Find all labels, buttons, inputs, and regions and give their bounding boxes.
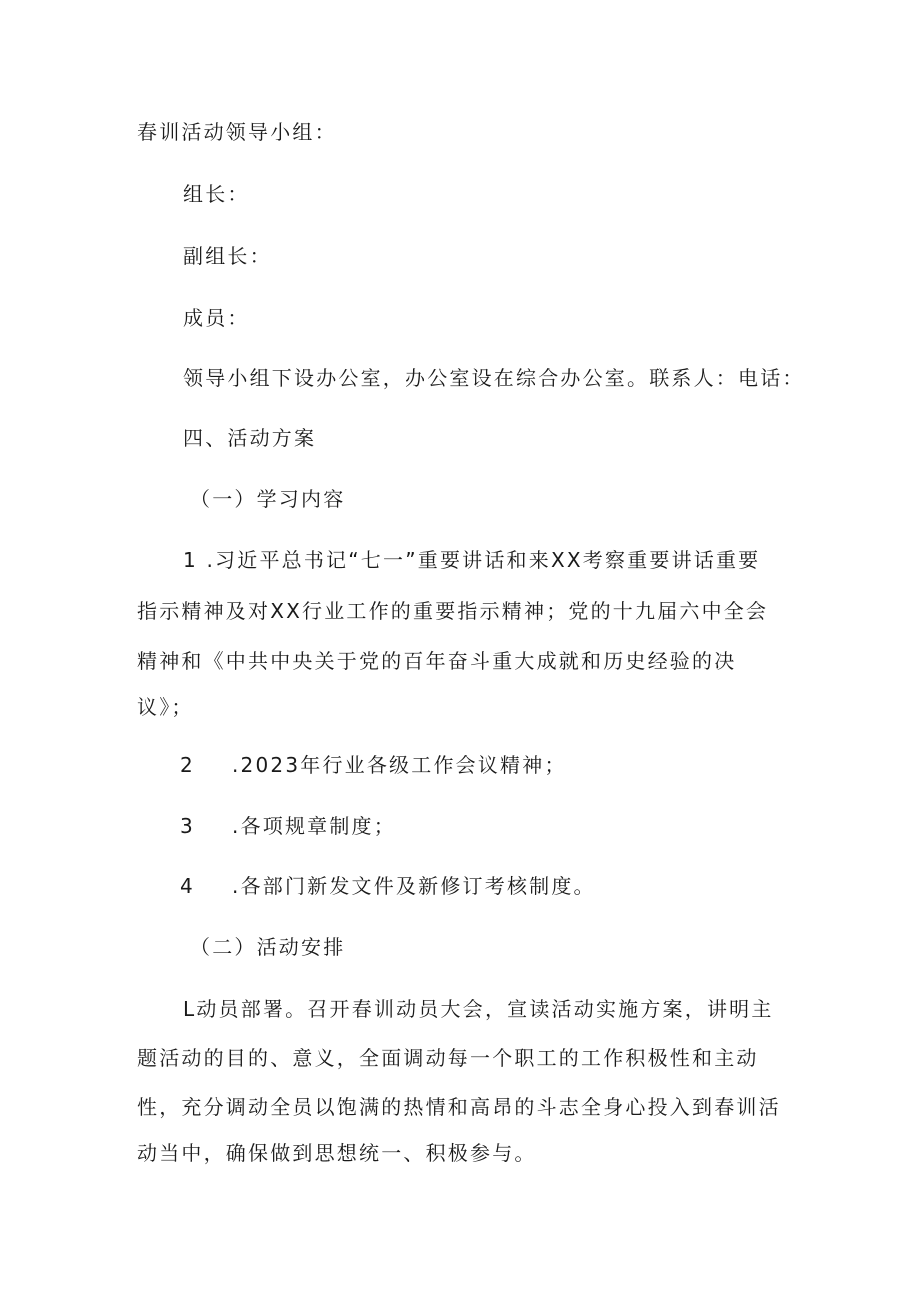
item-text: .2023年行业各级工作会议精神； <box>232 753 567 777</box>
item-1-line: 议》； <box>137 695 194 719</box>
section-4-title: 四、活动方案 <box>183 426 317 450</box>
item-text: .各部门新发文件及新修订考核制度。 <box>232 874 596 898</box>
subsection-2-title: （二）活动安排 <box>190 935 346 959</box>
deputy-label: 副组长： <box>183 244 272 268</box>
item-number: 2 <box>180 753 193 777</box>
activity-paragraph-line: L动员部署。召开春训动员大会，宣读活动实施方案，讲明主 <box>183 997 774 1021</box>
leader-label: 组长： <box>183 182 250 206</box>
activity-paragraph-line: 题活动的目的、意义，全面调动每一个职工的工作积极性和主动 <box>137 1046 759 1070</box>
members-label: 成员： <box>183 306 250 330</box>
item-1-line: 1 .习近平总书记“七一”重要讲话和来XX考察重要讲话重要 <box>183 548 761 572</box>
item-1-line: 指示精神及对XX行业工作的重要指示精神；党的十九届六中全会 <box>137 599 769 623</box>
item-2 <box>180 752 567 778</box>
office-paragraph: 领导小组下设办公室，办公室设在综合办公室。联系人：电话： <box>183 366 805 390</box>
activity-paragraph-line: 性，充分调动全员以饱满的热情和高昂的斗志全身心投入到春训活 <box>137 1095 781 1119</box>
item-3 <box>180 813 396 839</box>
item-4 <box>180 873 596 899</box>
item-number: 4 <box>180 874 193 898</box>
item-number: 3 <box>180 814 193 838</box>
activity-paragraph-line: 动当中，确保做到思想统一、积极参与。 <box>137 1141 537 1165</box>
subsection-1-title: （一）学习内容 <box>190 487 346 511</box>
item-1-line: 精神和《中共中央关于党的百年奋斗重大成就和历史经验的决 <box>137 649 737 673</box>
leadership-heading: 春训活动领导小组： <box>137 120 337 144</box>
item-text: .各项规章制度； <box>232 814 396 838</box>
